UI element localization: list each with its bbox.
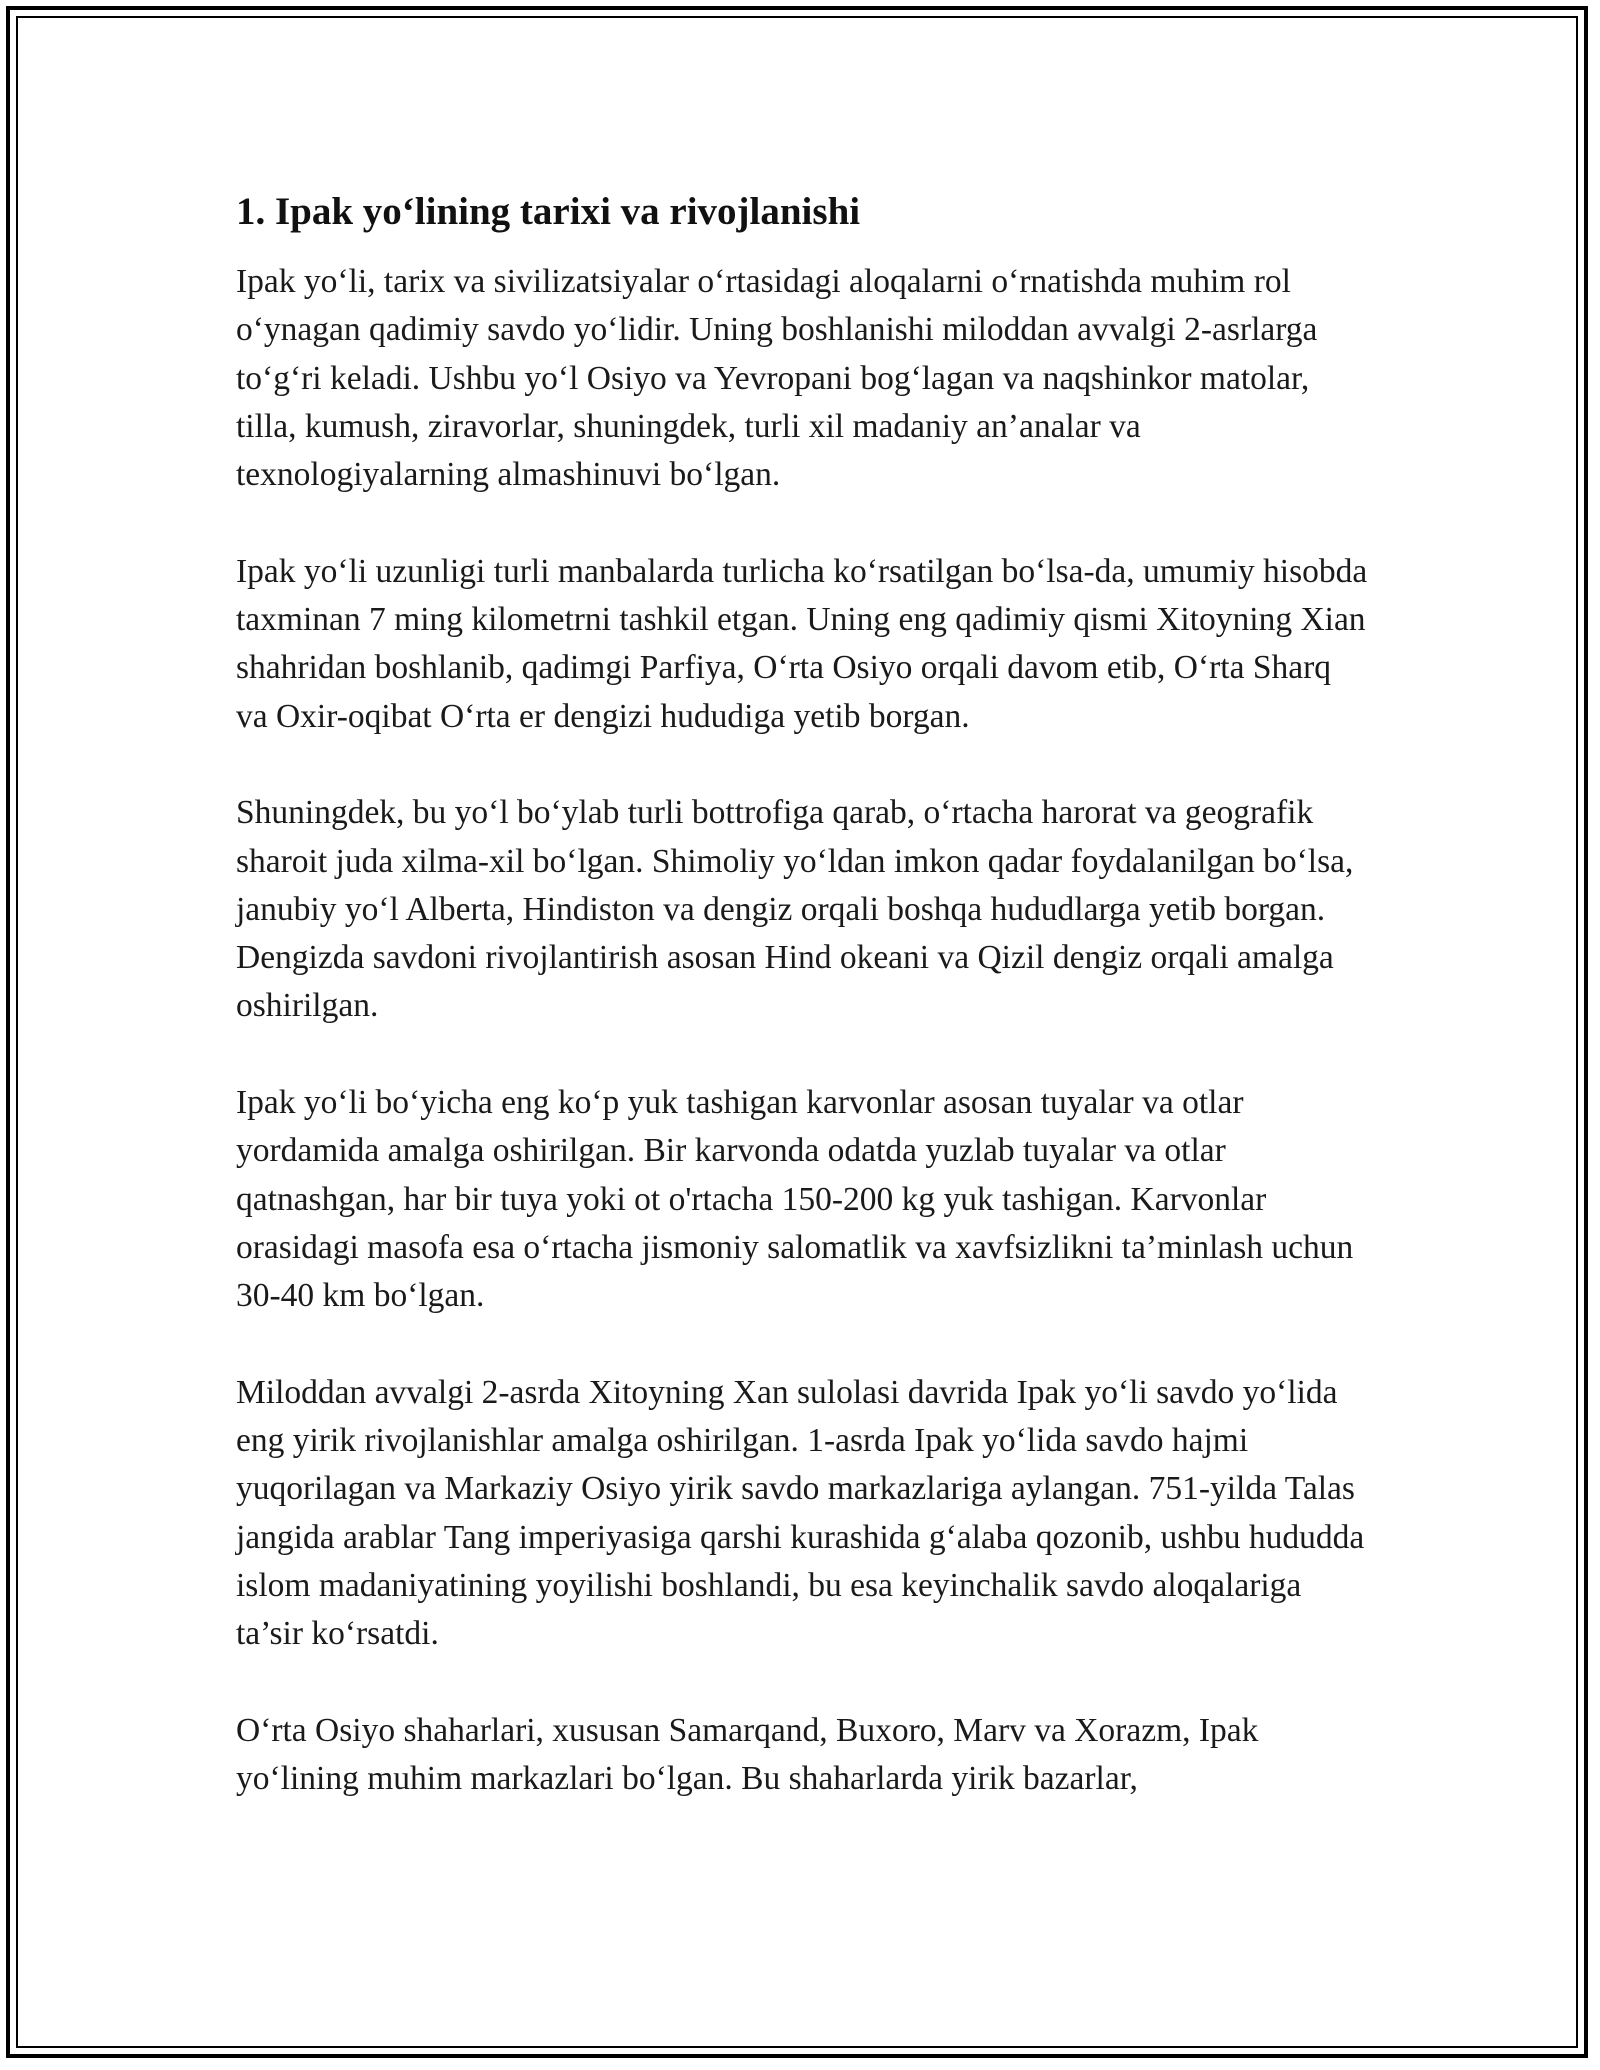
paragraph-4: Ipak yo‘li bo‘yicha eng ko‘p yuk tashigan karvonlar asosan tuyalar va otlar yordamida amalga oshirilgan. Bir karvonda odatda yuzlab tuyalar va otlar qatnashgan, har bir tuya yoki ot o'rtacha 150-200 kg yuk tashigan. Karvonlar orasidagi masofa esa o‘rtacha jismoniy salomatlik va xavfsizlikni ta’minlash uchun 30-40 km bo‘lgan. xyxy=(236,1084,1354,1315)
paragraph-2: Ipak yo‘li uzunligi turli manbalarda turlicha ko‘rsatilgan bo‘lsa-da, umumiy hisobda taxminan 7 ming kilometrni tashkil etgan. Uning eng qadimiy qismi Xitoyning Xian shahridan boshlanib, qadimgi Parfiya, O‘rta Osiyo orqali davom etib, O‘rta Sharq va Oxir-oqibat O‘rta er dengizi hududiga yetib borgan. xyxy=(236,552,1368,735)
paragraph-3: Shuningdek, bu yo‘l bo‘ylab turli bottrofiga qarab, o‘rtacha harorat va geografik sharoit juda xilma-xil bo‘lgan. Shimoliy yo‘ldan imkon qadar foydalanilgan bo‘lsa, janubiy yo‘l Alberta, Hindiston va dengiz orqali boshqa hududlarga yetib borgan. Dengizda savdoni rivojlantirish asosan Hind okeani va Qizil dengiz orqali amalga oshirilgan. xyxy=(236,794,1354,1025)
paragraph-6: O‘rta Osiyo shaharlari, xususan Samarqand, Buxoro, Marv va Xorazm, Ipak yo‘lining muhim markazlari bo‘lgan. Bu shaharlarda yirik bazarlar, xyxy=(236,1711,1259,1798)
section-heading: 1. Ipak yo‘lining tarixi va rivojlanishi xyxy=(236,190,861,233)
paragraph-5: Miloddan avvalgi 2-asrda Xitoyning Xan sulolasi davrida Ipak yo‘li savdo yo‘lida eng yirik rivojlanishlar amalga oshirilgan. 1-asrda Ipak yo‘lida savdo hajmi yuqorilagan va Markaziy Osiyo yirik savdo markazlariga aylangan. 751-yilda Talas jangida arablar Tang imperiyasiga qarshi kurashida g‘alaba qozonib, ushbu hududda islom madaniyatining yoyilishi boshlandi, bu esa keyinchalik savdo aloqalariga ta’sir ko‘rsatdi. xyxy=(236,1373,1365,1653)
document-body xyxy=(236,186,1370,1852)
paragraph-1: Ipak yo‘li, tarix va sivilizatsiyalar o‘rtasidagi aloqalarni o‘rnatishda muhim rol o‘ynagan qadimiy savdo yo‘lidir. Uning boshlanishi miloddan avvalgi 2-asrlarga to‘g‘ri keladi. Ushbu yo‘l Osiyo va Yevropani bog‘lagan va naqshinkor matolar, tilla, kumush, ziravorlar, shuningdek, turli xil madaniy an’analar va texnologiyalarning almashinuvi bo‘lgan. xyxy=(236,263,1318,494)
